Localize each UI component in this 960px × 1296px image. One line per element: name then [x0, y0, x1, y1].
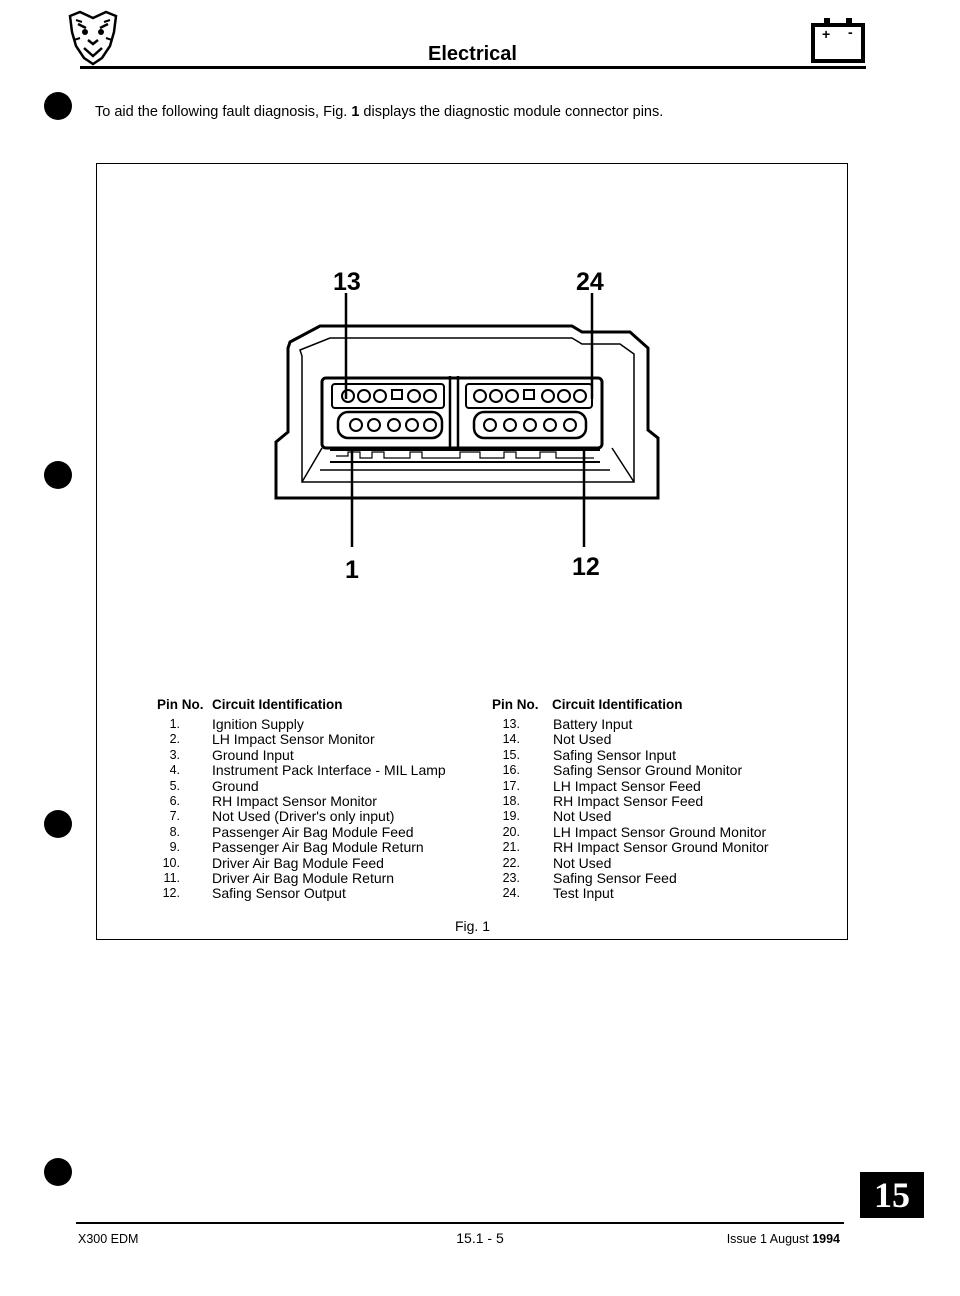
pin-number: 10. [162, 855, 180, 870]
punch-hole [44, 461, 72, 489]
intro-text-start: To aid the following fault diagnosis, Fig. [95, 104, 352, 120]
battery-icon [810, 16, 866, 64]
footer-page-number: 15.1 - 5 [456, 1230, 504, 1246]
pin-number: 7. [169, 809, 180, 824]
pin-number: 11. [163, 871, 180, 885]
figure-caption: Fig. 1 [454, 918, 490, 934]
circuit-identification: Not Used [553, 854, 612, 871]
circuit-identification: Passenger Air Bag Module Feed [212, 823, 414, 840]
footer-issue-text: Issue 1 August [726, 1232, 813, 1246]
pin-number: 24. [502, 886, 520, 901]
circuit-identification: Battery Input [553, 716, 633, 732]
circuit-identification: Not Used [553, 808, 612, 825]
punch-hole [44, 810, 72, 838]
pin-number: 21. [502, 840, 520, 855]
circuit-identification: Safing Sensor Input [553, 746, 676, 763]
pin-number: 18. [502, 794, 520, 808]
circuit-identification: Safing Sensor Feed [553, 870, 677, 886]
circuit-identification: Ground [212, 777, 259, 794]
right-pin-header: Pin No. [492, 697, 539, 712]
pin-number: 1. [169, 717, 180, 731]
section-tab: 15 [860, 1172, 924, 1218]
pin-number: 5. [169, 778, 180, 793]
circuit-identification: Test Input [553, 885, 614, 902]
circuit-identification: Driver Air Bag Module Return [212, 870, 395, 886]
header-rule [80, 66, 866, 69]
circuit-identification: Driver Air Bag Module Feed [212, 854, 384, 871]
pin-number: 23. [502, 871, 520, 885]
battery-plus-sign: + [822, 26, 831, 42]
circuit-identification: Passenger Air Bag Module Return [212, 839, 424, 856]
circuit-identification: LH Impact Sensor Monitor [212, 731, 375, 748]
pin-number: 4. [169, 763, 180, 778]
pin-number: 17. [502, 778, 520, 793]
punch-hole [44, 1158, 72, 1186]
pin-number: 12. [162, 886, 180, 901]
page-title: Electrical [428, 43, 517, 65]
pin-number: 9. [169, 840, 180, 855]
circuit-identification: LH Impact Sensor Feed [553, 777, 701, 794]
battery-minus-sign: - [848, 24, 853, 40]
pin-number: 16. [502, 763, 520, 778]
pin-number: 6. [169, 794, 180, 808]
circuit-identification: LH Impact Sensor Ground Monitor [553, 823, 767, 840]
intro-text-end: displays the diagnostic module connector pins. [359, 104, 664, 120]
circuit-identification: RH Impact Sensor Feed [553, 793, 704, 809]
circuit-identification: Ignition Supply [212, 716, 304, 732]
footer-issue-year: 1994 [812, 1232, 840, 1246]
callout-pin-1: 1 [345, 556, 359, 584]
callout-pin-12: 12 [572, 553, 600, 581]
left-circuit-header: Circuit Identification [212, 697, 343, 712]
pin-number: 2. [169, 732, 180, 747]
pin-number: 13. [502, 717, 520, 731]
pin-number: 19. [502, 809, 520, 824]
intro-paragraph [95, 104, 663, 120]
intro-fig-number: 1 [351, 104, 360, 120]
circuit-identification: Safing Sensor Ground Monitor [553, 762, 743, 779]
circuit-identification: Ground Input [212, 746, 294, 763]
pin-number: 20. [502, 824, 520, 839]
footer-document-code: X300 EDM [78, 1232, 139, 1246]
circuit-identification: RH Impact Sensor Ground Monitor [553, 839, 769, 856]
pin-number: 22. [502, 855, 520, 870]
left-pin-header: Pin No. [157, 697, 204, 712]
right-circuit-header: Circuit Identification [552, 697, 683, 712]
pin-number: 14. [502, 732, 520, 747]
circuit-identification: Not Used (Driver's only input) [212, 808, 395, 825]
circuit-identification: Instrument Pack Interface - MIL Lamp [212, 762, 446, 779]
footer-issue [727, 1232, 840, 1246]
circuit-identification: RH Impact Sensor Monitor [212, 793, 377, 809]
pin-number: 15. [502, 747, 520, 762]
punch-hole [44, 92, 72, 120]
callout-pin-13: 13 [333, 268, 361, 296]
pin-number: 3. [169, 747, 180, 762]
callout-pin-24: 24 [576, 268, 604, 296]
circuit-identification: Not Used [553, 731, 612, 748]
pin-number: 8. [169, 824, 180, 839]
circuit-identification: Safing Sensor Output [212, 885, 346, 902]
footer-rule [76, 1222, 844, 1224]
